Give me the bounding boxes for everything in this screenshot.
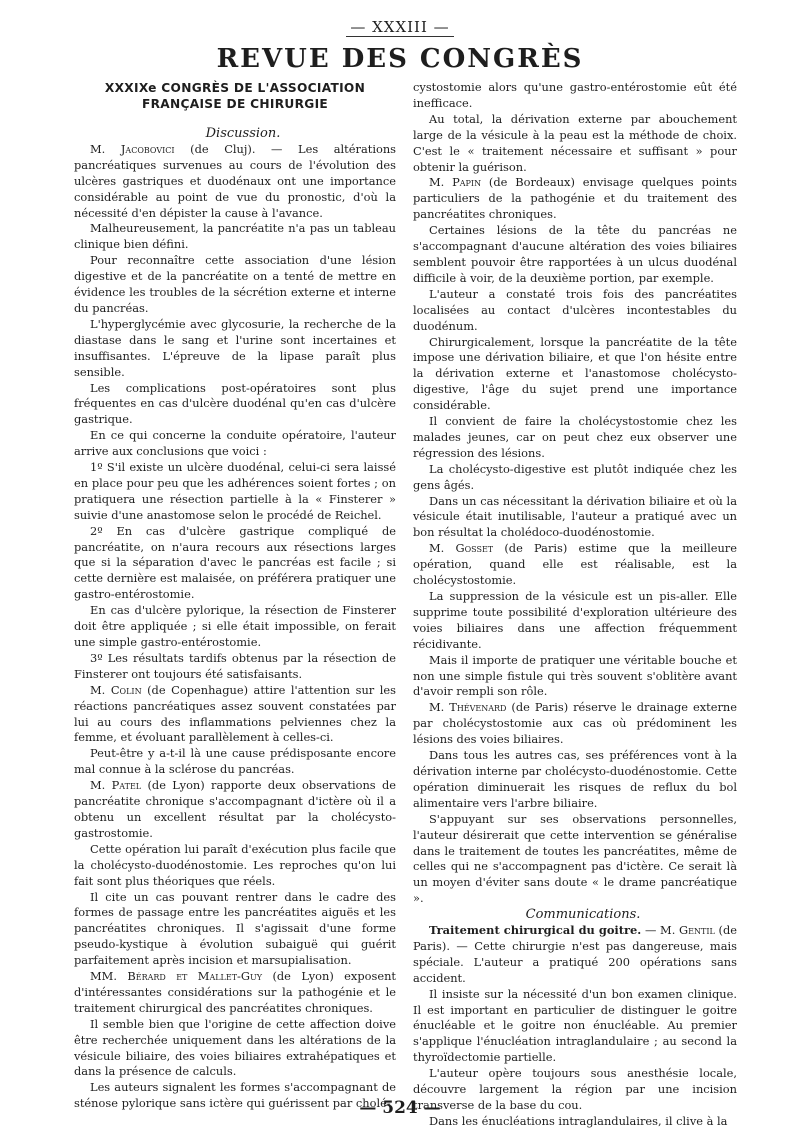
author-name: M. Papin [429,175,482,190]
article-lead: Traitement chirurgical du goitre. [429,923,642,938]
paragraph: Il convient de faire la cholécystostomie chez les malades jeunes, car on peut chez eux observer une régression des lésions. [413,414,737,460]
paragraph: Les auteurs signalent les formes s'accompagnant de sténose pylorique sans ictère qui guérissent par cholé- [74,1080,396,1111]
paragraph: Il semble bien que l'origine de cette affection doive être recherchée uniquement dans les altérations de la vésicule biliaire, des voies biliaires extrahépatiques et dans la présence de calculs. [74,1016,396,1079]
paragraph: 3º Les résultats tardifs obtenus par la résection de Finsterer ont toujours été satisfaisants. [74,650,396,681]
paragraph: L'auteur a constaté trois fois des pancréatites localisées au contact d'ulcères incontestables du duodénum. [413,286,737,333]
page-number: — 524 — [359,1098,441,1118]
page-headline: REVUE DES CONGRÈS [216,44,584,74]
paragraph: Malheureusement, la pancréatite n'a pas un tableau clinique bien défini. [74,221,396,252]
paragraph: MM. Bérard et Mallet-Guy (de Lyon) exposent d'intéressantes considérations sur la pathogénie et le traitement chirurgical des pancréatites chroniques. [74,969,396,1015]
paragraph: S'appuyant sur ses observations personnelles, l'auteur désirerait que cette intervention se généralise dans le traitement de toutes les pancréatites, même de celles qui ne s'accompagnent pas d'ictère. Ce serait là un moyen d'éviter sans doute « le drame pancréatique ». [413,811,737,906]
paragraph: La cholécysto-digestive est plutôt indiquée chez les gens âgés. [413,461,737,492]
congress-title: XXXIXe CONGRÈS DE L'ASSOCIATION FRANÇAISE DE CHIRURGIE [104,81,366,111]
paragraph: Pour reconnaître cette association d'une lésion digestive et de la pancréatite on a tenté de mettre en évidence les troubles de la sécrétion externe et interne du pancréas. [74,253,396,315]
paragraph: M. Colin (de Copenhague) attire l'attention sur les réactions pancréatiques assez souvent constatées par lui au cours des inflammations pelviennes chez la femme, et évoluant parallèlement à celles-ci. [74,682,396,745]
paragraph: M. Gosset (de Paris) estime que la meilleure opération, quand elle est réalisable, est la cholécystostomie. [413,541,737,588]
paragraph: Au total, la dérivation externe par abouchement large de la vésicule à la peau est la méthode de choix. C'est le « traitement nécessaire et suffisant » pour obtenir la guérison. [413,111,737,174]
author-name: — M. Gentil [641,923,715,938]
paragraph: 1º S'il existe un ulcère duodénal, celui-ci sera laissé en place pour peu que les adhérences soient fortes ; on pratiquera une résection partielle à la « Finsterer » suivie d'une anastomose selon le procédé de Reichel. [74,460,396,522]
author-name: M. Gosset [429,541,494,556]
paragraph: Mais il importe de pratiquer une véritable bouche et non une simple fistule qui très souvent s'oblitère avant d'avoir rempli son rôle. [413,652,737,699]
author-name: MM. Bérard et Mallet-Guy [90,969,263,984]
paragraph: M. Jacobovici (de Cluj). — Les altérations pancréatiques survenues au cours de l'évolution des ulcères gastriques et duodénaux ont une importance considérable au point de vue du pronostic, d'où la nécessité d'en dépister la cause à l'avance. [74,141,397,220]
paragraph: M. Thévenard (de Paris) réserve le drainage externe par cholécystostomie aux cas où prédominent les lésions des voies biliaires. [413,700,737,747]
paragraph: Dans tous les autres cas, ses préférences vont à la dérivation interne par cholécysto-duodénostomie. Cette opération diminuerait les risques de reflux du bol alimentaire vers l'arbre biliaire. [413,748,737,810]
section-heading-discussion: Discussion. [205,126,281,141]
paragraph: L'auteur opère toujours sous anesthésie locale, découvre largement la région par une incision transverse de la base du cou. [413,1066,737,1112]
paragraph: La suppression de la vésicule est un pis-aller. Elle supprime toute possibilité d'exploration ultérieure des voies biliaires dans une affection fréquemment récidivante. [413,589,737,651]
paragraph: L'hyperglycémie avec glycosurie, la recherche de la diastase dans le sang et l'urine sont incertaines et insuffisantes. L'épreuve de la lipase paraît plus sensible. [74,316,396,379]
paragraph: Certaines lésions de la tête du pancréas ne s'accompagnant d'aucune altération des voies biliaires semblent pouvoir être rapportées à un ulcus duodénal difficile à voir, de la deuxième portion, par exemple. [413,223,737,285]
running-folio: — XXXIII — [0,18,800,36]
paragraph: En ce qui concerne la conduite opératoire, l'auteur arrive aux conclusions que voici : [74,428,396,459]
right-column [413,80,737,1130]
paragraph: En cas d'ulcère pylorique, la résection de Finsterer doit être appliquée ; si elle était impossible, on ferait une simple gastro-entérostomie. [74,603,396,649]
paragraph: M. Papin (de Bordeaux) envisage quelques points particuliers de la pathogénie et du traitement des pancréatites chroniques. [413,175,737,222]
paragraph: Il insiste sur la nécessité d'un bon examen clinique. Il est important en particulier de distinguer le goitre énucléable et le goitre non énucléable. Au premier s'applique l'énucléation intraglandulaire ; au second la thyroïdectomie partielle. [413,986,737,1065]
paragraph: Traitement chirurgical du goitre. — M. Gentil (de Paris). — Cette chirurgie n'est pas dangereuse, mais spéciale. L'auteur a pratiqué 200 opérations sans accident. [413,923,737,985]
paragraph: cystostomie alors qu'une gastro-entérostomie eût été inefficace. [413,80,737,110]
author-name: M. Thévenard [429,700,507,715]
paragraph: Cette opération lui paraît d'exécution plus facile que la cholécysto-duodénostomie. Les reproches qu'on lui fait sont plus théoriques que réels. [74,841,396,888]
author-name: M. Patel [90,778,142,793]
paragraph: Il cite un cas pouvant rentrer dans le cadre des formes de passage entre les pancréatites aiguës et les pancréatites chroniques. Il s'agissait d'une forme pseudo-kystique à évolution subaiguë qui guérit parfaitement après incision et marsupialisation. [74,889,396,968]
paragraph: 2º En cas d'ulcère gastrique compliqué de pancréatite, on n'aura recours aux résections larges que si la séparation d'avec le pancréas est facile ; si cette dernière est malaisée, on préférera pratiquer une gastro-entérostomie. [74,523,396,602]
paragraph: Chirurgicalement, lorsque la pancréatite de la tête impose une dérivation biliaire, et que l'on hésite entre la dérivation externe et l'anastomose cholécysto-digestive, l'âge du sujet prend une importance considérable. [413,334,737,413]
author-name: M. Jacobovici [90,141,175,156]
paragraph: Les complications post-opératoires sont plus fréquentes en cas d'ulcère duodénal qu'en cas d'ulcère gastrique. [74,380,396,427]
paragraph: Dans un cas nécessitant la dérivation biliaire et où la vésicule était inutilisable, l'auteur a pratiqué avec un bon résultat la cholédoco-duodénostomie. [413,493,737,540]
section-heading-communications: Communications. [525,907,641,923]
paragraph: Dans les énucléations intraglandulaires, il clive à la [429,1113,728,1128]
paragraph: Peut-être y a-t-il là une cause prédisposante encore mal connue à la sclérose du pancréas. [74,746,396,777]
author-name: M. Colin [90,682,142,697]
paragraph: M. Patel (de Lyon) rapporte deux observations de pancréatite chronique s'accompagnant d'ictère où il a obtenu un excellent résultat par la cholécysto-gastrostomie. [74,778,396,840]
left-column [74,80,396,1112]
